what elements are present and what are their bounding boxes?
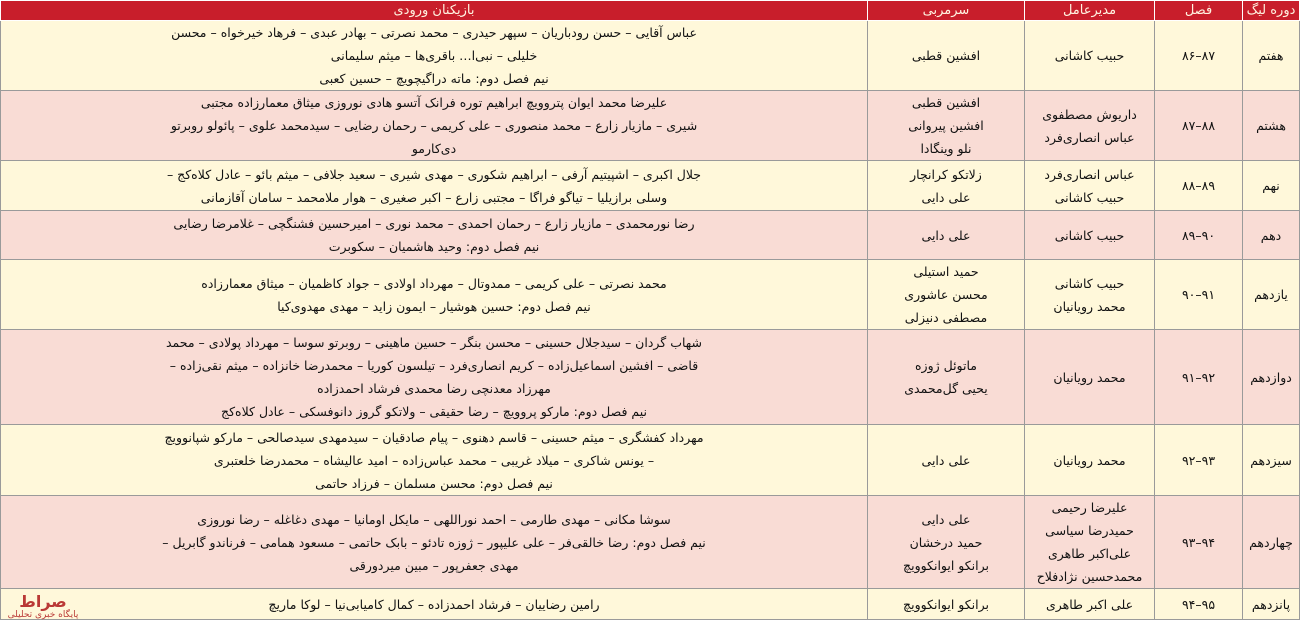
players-line: نیم فصل دوم: مارکو پروویچ – رضا حقیقی – ولاتکو گروز دانوفسکی – عادل کلاه‌کج (221, 404, 647, 419)
cell-season (1155, 161, 1243, 211)
cell-players (1, 330, 868, 425)
cell-coach (868, 211, 1025, 260)
ceo-line: حبیب کاشانی (1054, 48, 1125, 63)
season-value: ۹۲–۹۳ (1181, 452, 1216, 468)
cell-players (1, 91, 868, 161)
players-line: عباس آقایی – حسن رودباریان – سپهر حیدری – محمد نصرتی – بهادر عبدی – فرهاد خیرخواه – محسن (171, 25, 697, 40)
table-body (1, 21, 1300, 620)
cell-ceo (1025, 260, 1155, 330)
players-line: خلیلی – نبی‌ا… باقری‌ها – میثم سلیمانی (330, 48, 538, 63)
players-line: مهدی جعفرپور – مبین میردورقی (349, 557, 519, 573)
coach-line: مصطفی دنیزلی (904, 310, 988, 325)
cell-players (1, 21, 868, 91)
coach-line: علی دایی (921, 189, 971, 205)
cell-ceo (1025, 91, 1155, 161)
table-header-row (1, 1, 1300, 21)
header-ceo: مدیرعامل (1025, 1, 1155, 21)
season-value: ۹۴–۹۵ (1181, 596, 1216, 612)
cell-ceo (1025, 330, 1155, 425)
cell-season (1155, 260, 1243, 330)
header-coach: سرمربی (868, 1, 1025, 21)
cell-season (1155, 211, 1243, 260)
cell-season (1155, 589, 1243, 620)
table-row (1, 589, 1300, 620)
coach-line: افشین قطبی (911, 48, 981, 63)
cell-period: هشتم (1243, 91, 1300, 161)
players-line: رضا نورمحمدی – مازیار زارع – رحمان احمدی – محمد نوری – امیرحسین فشنگچی – غلامرضا رضایی (173, 216, 695, 231)
coach-line: نلو وینگادا (920, 141, 972, 156)
players-line: وسلی برازیلیا – تیاگو فراگا – مجتبی زارع – اکبر صغیری – هوار ملامحمد – سامان آقازمانی (200, 189, 668, 205)
site-watermark (2, 594, 84, 622)
cell-coach (868, 21, 1025, 91)
ceo-line: حبیب کاشانی (1054, 189, 1125, 205)
ceo-line: عباس انصاری‌فرد (1044, 129, 1135, 145)
cell-ceo (1025, 161, 1155, 211)
ceo-line: محمد رویانیان (1053, 369, 1126, 385)
cell-season (1155, 330, 1243, 425)
cell-coach (868, 589, 1025, 620)
cell-ceo (1025, 496, 1155, 589)
cell-coach (868, 496, 1025, 589)
season-value: ۸۸–۸۹ (1181, 178, 1216, 193)
cell-ceo (1025, 425, 1155, 496)
players-line: سوشا مکانی – مهدی طارمی – احمد نوراللهی – مایکل اومانیا – مهدی دغاغله – رضا نوروزی (197, 511, 671, 527)
header-season: فصل (1155, 1, 1243, 21)
ceo-line: حبیب کاشانی (1054, 227, 1125, 243)
table-row (1, 161, 1300, 211)
cell-coach (868, 330, 1025, 425)
cell-period: دوازدهم (1243, 330, 1300, 425)
coach-line: علی دایی (921, 227, 971, 243)
players-line: شهاب گردان – سیدجلال حسینی – محسن بنگر – حسین ماهینی – روبرتو سوسا – مهرداد پولادی – محمد (165, 335, 703, 350)
players-line: دی‌کارمو (411, 141, 457, 156)
cell-period: یازدهم (1243, 260, 1300, 330)
coach-line: افشین قطبی (911, 95, 981, 110)
table-row (1, 496, 1300, 589)
cell-players (1, 161, 868, 211)
ceo-line: محمد رویانیان (1053, 452, 1126, 468)
coach-line: محسن عاشوری (904, 287, 988, 302)
ceo-line: علی اکبر طاهری (1045, 596, 1134, 612)
table-row (1, 91, 1300, 161)
coach-line: زلاتکو کرانچار (910, 166, 982, 182)
coach-line: علی دایی (921, 511, 971, 527)
table-row (1, 21, 1300, 91)
table-row (1, 211, 1300, 260)
players-line: قاضی – افشین اسماعیل‌زاده – کریم انصاری‌فرد – تیلسون کوریا – محمدرضا خانزاده – میثم نقی‌زاده – (169, 358, 699, 373)
ceo-line: حمیدرضا سیاسی (1045, 523, 1134, 538)
watermark-logo: صراط (19, 592, 67, 611)
coach-line: حمید درخشان (909, 534, 983, 550)
players-line: نیم فصل دوم: ماته دراگیچویچ – حسین کعبی (319, 71, 549, 86)
watermark-caption: پایگاه خبری تحلیلی (7, 610, 79, 620)
ceo-line: محمدحسین نژادفلاح (1036, 569, 1143, 584)
season-value: ۹۱–۹۲ (1181, 369, 1216, 385)
players-line: نیم فصل دوم: محسن مسلمان – فرزاد حاتمی (315, 475, 553, 491)
cell-players (1, 496, 868, 589)
players-line: علیرضا محمد ایوان پتروویچ ابراهیم توره فرانک آتسو هادی نوروزی میثاق معمارزاده مجتبی (200, 95, 668, 110)
cell-season (1155, 21, 1243, 91)
cell-players (1, 589, 868, 620)
cell-period: نهم (1243, 161, 1300, 211)
cell-ceo (1025, 21, 1155, 91)
ceo-line: علیرضا رحیمی (1051, 500, 1128, 515)
cell-period: دهم (1243, 211, 1300, 260)
players-line: مهرداد کفشگری – میثم حسینی – قاسم دهنوی – پیام صادقیان – سیدمهدی سیدصالحی – مارکو شپانوویچ (164, 429, 704, 445)
ceo-line: حبیب کاشانی (1054, 275, 1125, 291)
cell-coach (868, 425, 1025, 496)
cell-season (1155, 496, 1243, 589)
players-line: محمد نصرتی – علی کریمی – ممدوتال – مهرداد اولادی – جواد کاظمیان – میثاق معمارزاده (201, 275, 667, 291)
season-value: ۸۶–۸۷ (1181, 48, 1216, 63)
table-row (1, 425, 1300, 496)
coach-line: حمید استیلی (913, 264, 979, 279)
players-line: جلال اکبری – اشپیتیم آرفی – ابراهیم شکوری – مهدی شیری – سعید جلافی – میثم بائو – عادل کلاه‌کج – (166, 166, 702, 182)
coach-line: یحیی گل‌محمدی (904, 381, 988, 396)
players-line: شیری – مازیار زارع – محمد منصوری – علی کریمی – رحمان رضایی – سیدمحمد علوی – پائولو روبرتو (170, 118, 698, 133)
table-row (1, 330, 1300, 425)
table-row (1, 260, 1300, 330)
players-line: نیم فصل دوم: حسین هوشیار – ایمون زاید – مهدی مهدوی‌کیا (277, 298, 591, 314)
players-line: مهرزاد معدنچی رضا محمدی فرشاد احمدزاده (317, 381, 551, 396)
season-value: ۹۳–۹۴ (1181, 534, 1216, 550)
players-line: – یونس شاکری – میلاد غریبی – محمد عباس‌زاده – امید عالیشاه – محمدرضا خلعتبری (213, 452, 655, 468)
coach-line: علی دایی (921, 452, 971, 468)
season-value: ۹۰–۹۱ (1181, 287, 1216, 302)
cell-season (1155, 91, 1243, 161)
cell-coach (868, 260, 1025, 330)
cell-ceo (1025, 589, 1155, 620)
header-period: دوره لیگ (1243, 1, 1300, 21)
cell-coach (868, 91, 1025, 161)
header-players: بازیکنان ورودی (1, 1, 868, 21)
cell-period: سیزدهم (1243, 425, 1300, 496)
players-line: نیم فصل دوم: وحید هاشمیان – سکوبرت (328, 239, 540, 254)
players-line: رامین رضاییان – فرشاد احمدزاده – کمال کامیابی‌نیا – لوکا ماریچ (268, 596, 600, 612)
coach-line: ماتوئل ژوزه (914, 358, 978, 373)
cell-ceo (1025, 211, 1155, 260)
cell-players (1, 260, 868, 330)
ceo-line: داریوش مصطفوی (1042, 106, 1137, 122)
cell-period: چهاردهم (1243, 496, 1300, 589)
ceo-line: محمد رویانیان (1053, 298, 1126, 314)
cell-coach (868, 161, 1025, 211)
season-value: ۸۹–۹۰ (1181, 227, 1216, 243)
ceo-line: علی‌اکبر طاهری (1047, 546, 1132, 561)
season-value: ۸۷–۸۸ (1181, 118, 1216, 133)
cell-period: پانزدهم (1243, 589, 1300, 620)
cell-players (1, 211, 868, 260)
cell-season (1155, 425, 1243, 496)
players-line: نیم فصل دوم: رضا خالقی‌فر – علی علیپور – ژوزه تادئو – بابک حاتمی – مسعود همامی – فرناندو گابریل – (162, 534, 706, 550)
cell-players (1, 425, 868, 496)
cell-period: هفتم (1243, 21, 1300, 91)
coach-line: برانکو ایوانکوویچ (903, 596, 989, 612)
ceo-line: عباس انصاری‌فرد (1044, 166, 1135, 182)
coach-line: برانکو ایوانکوویچ (903, 557, 989, 573)
coach-line: افشین پیروانی (908, 118, 984, 133)
